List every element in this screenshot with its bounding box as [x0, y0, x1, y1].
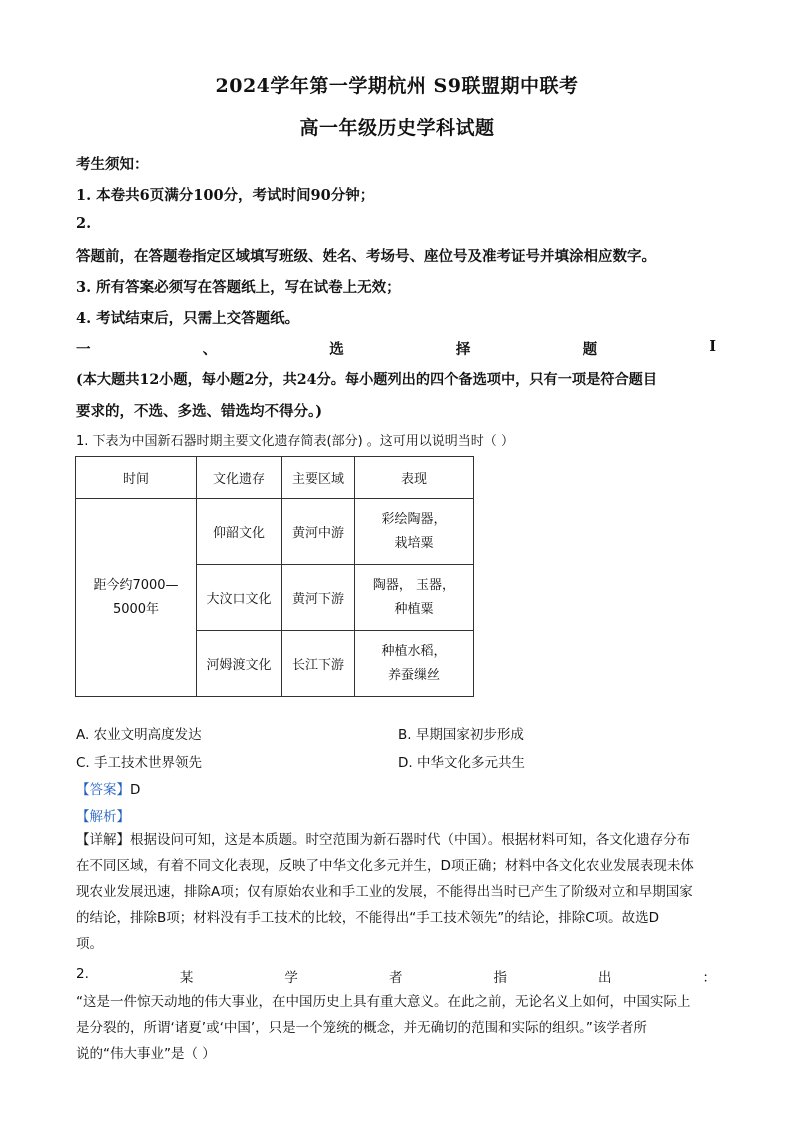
exam-subtitle: 高一年级历史学科试题: [299, 117, 495, 139]
table-header-feature: 表现: [355, 457, 474, 499]
section1-desc-1: (本大题共12小题，每小题2分，共24分。每小题列出的四个备选项中，只有一项是符合题目: [76, 372, 658, 388]
table-row: [76, 499, 474, 565]
section1-heading-part: 一: [76, 341, 91, 358]
notice-item-3: 3. 所有答案必须写在答题纸上，写在试卷上无效；: [76, 279, 401, 296]
section1-heading-part: 择: [455, 341, 471, 358]
notice-item-2: 2.: [76, 215, 92, 232]
notice-item-1: 1. 本卷共6页满分100分，考试时间90分钟；: [76, 187, 375, 204]
q2-stem: 2. 某 学 者 指 出 ：: [76, 966, 716, 986]
table-cell-region: 长江下游: [282, 631, 355, 697]
table-cell-culture: 河姆渡文化: [197, 631, 282, 697]
q1-stem: 1. 下表为中国新石器时期主要文化遗存简表(部分) 。这可用以说明当时（ ）: [76, 434, 514, 449]
answer-value: D: [130, 782, 141, 798]
q2-body: “这是一件惊天动地的伟大事业，在中国历史上具有重大意义。在此之前，无论名义上如何，中国实际上 是分裂的，所谓‘诸夏’或‘中国’，只是一个笼统的概念，并无确切的范围和实际的组织。”该学者所 说的“伟大事业”是（ ）: [76, 994, 691, 1062]
notice-item-4: 4. 考试结束后，只需上交答题纸。: [76, 310, 300, 327]
q1-answer: [76, 778, 140, 798]
section1-desc-2: 要求的，不选、多选、错选均不得分。): [76, 403, 323, 420]
analysis-tag: 【解析】: [76, 809, 130, 825]
section1-heading-part: 选: [329, 341, 344, 358]
table-cell-region: 黄河下游: [282, 565, 355, 631]
table-cell-feature: 种植水稻， 养蚕缫丝: [355, 631, 474, 697]
table-cell-feature: 彩绘陶器， 栽培粟: [355, 499, 474, 565]
table-cell-region: 黄河中游: [282, 499, 355, 565]
table-cell-culture: 仰韶文化: [197, 499, 282, 565]
q1-option-b: B. 早期国家初步形成: [398, 727, 524, 743]
q1-option-d: D. 中华文化多元共生: [398, 755, 525, 771]
culture-table: [75, 456, 474, 697]
table-cell-culture: 大汶口文化: [197, 565, 282, 631]
table-cell-time: 距今约7000— 5000年: [76, 499, 197, 697]
notice-item-2-text: 答题前，在答题卷指定区域填写班级、姓名、考场号、座位号及准考证号并填涂相应数字。: [76, 248, 656, 265]
section1-heading-part: 题: [582, 341, 598, 358]
q1-detail: 【详解】根据设问可知，这是本质题。时空范围为新石器时代（中国）。根据材料可知，各文化遗存分布 在不同区域，有着不同文化表现，反映了中华文化多元并生，D项正确；材料中各文化农业发展表现未体 现农业发展迅速，排除A项；仅有原始农业和手工业的发展，不能得出当时已产生了阶级对立和早期国家 的结论，排除B项；材料没有手工技术的比较，不能得出“手工技术领先”的结论，排除C项。故选D 项。: [76, 832, 694, 952]
exam-title: 2024学年第一学期杭州 S9联盟期中联考: [215, 75, 579, 97]
section1-heading: [76, 338, 716, 359]
notice-heading: 考生须知：: [76, 156, 149, 173]
q1-option-c: C. 手工技术世界领先: [76, 755, 203, 771]
table-header-region: 主要区域: [282, 457, 355, 499]
table-header-culture: 文化遗存: [197, 457, 282, 499]
answer-tag: 【答案】: [76, 782, 130, 798]
q1-option-a: A. 农业文明高度发达: [76, 727, 202, 743]
table-header-time: 时间: [76, 457, 197, 499]
section1-heading-part: I: [709, 338, 716, 355]
detail-tag: 【详解】: [76, 832, 130, 848]
section1-heading-part: 、: [202, 341, 218, 358]
table-cell-feature: 陶器， 玉器， 种植粟: [355, 565, 474, 631]
